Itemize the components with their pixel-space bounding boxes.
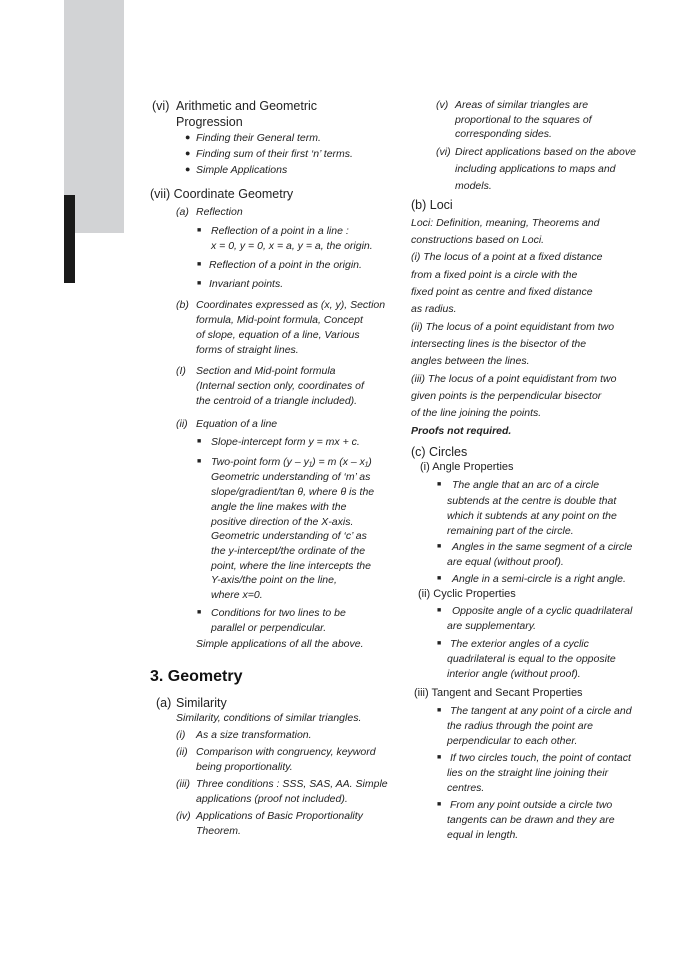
- list-item: If two circles touch, the point of contact: [450, 752, 631, 764]
- paragraph-line: formula, Mid-point formula, Concept: [196, 314, 363, 326]
- item-num: (I): [176, 365, 186, 377]
- list-item: Reflection of a point in the origin.: [209, 259, 362, 271]
- section-heading: Progression: [176, 115, 243, 129]
- section-heading: Arithmetic and Geometric: [176, 99, 318, 113]
- bullet-icon: ■: [437, 801, 442, 808]
- bullet-icon: ■: [437, 481, 442, 488]
- list-item: lies on the straight line joining their: [447, 767, 609, 779]
- list-item: applications (proof not included).: [196, 793, 348, 805]
- item-num: (ii): [176, 418, 188, 430]
- paragraph-line: Similarity, conditions of similar triangles.: [176, 712, 362, 724]
- list-item: Slope-intercept form y = mx + c.: [211, 436, 360, 448]
- list-item: Reflection of a point in a line :: [211, 225, 349, 237]
- paragraph-line: Loci: Definition, meaning, Theorems and: [411, 217, 600, 229]
- paragraph-line: fixed point as centre and fixed distance: [411, 286, 593, 298]
- list-item: interior angle (without proof).: [447, 668, 581, 680]
- chapter-heading: 3. Geometry: [150, 668, 243, 685]
- bullet-icon: ●: [185, 164, 191, 174]
- list-item: Finding their General term.: [196, 132, 321, 144]
- section-heading: (b) Loci: [411, 198, 453, 212]
- paragraph-line: intersecting lines is the bisector of the: [411, 338, 587, 350]
- list-item: Simple Applications: [196, 164, 288, 176]
- bullet-icon: ■: [437, 707, 442, 714]
- list-item: Conditions for two lines to be: [211, 607, 346, 619]
- paragraph-line: (i) The locus of a point at a fixed distance: [411, 251, 603, 263]
- item-label: Equation of a line: [196, 418, 278, 430]
- item-num: (ii): [176, 746, 188, 758]
- list-item: Three conditions : SSS, SAS, AA. Simple: [196, 778, 388, 790]
- list-item: models.: [455, 180, 492, 192]
- bullet-icon: ■: [437, 607, 442, 614]
- bullet-icon: ■: [437, 575, 442, 582]
- list-item: Angles in the same segment of a circle: [452, 541, 633, 553]
- section-heading: Similarity: [176, 696, 227, 710]
- paragraph-line: (ii) The locus of a point equidistant from two: [411, 321, 615, 333]
- bullet-icon: ■: [437, 754, 442, 761]
- list-item: being proportionality.: [196, 761, 293, 773]
- list-item: Finding sum of their first ‘n’ terms.: [196, 148, 353, 160]
- list-item: angle the line makes with the: [211, 501, 347, 513]
- list-item: where x=0.: [211, 589, 263, 601]
- item-num: (vi): [152, 99, 170, 113]
- bullet-icon: ■: [437, 640, 442, 647]
- subsection-heading: (i) Angle Properties: [420, 461, 514, 473]
- subsection-heading: (iii) Tangent and Secant Properties: [414, 687, 583, 699]
- list-item: Two-point form (y – y₁) = m (x – x₁): [211, 456, 372, 468]
- list-item: the y-intercept/the ordinate of the: [211, 545, 366, 557]
- item-num: (iv): [176, 810, 191, 822]
- paragraph-line: (Internal section only, coordinates of: [196, 380, 364, 392]
- list-item: the radius through the point are: [447, 720, 593, 732]
- list-item: Comparison with congruency, keyword: [196, 746, 376, 758]
- paragraph-line: Coordinates expressed as (x, y), Section: [196, 299, 386, 311]
- list-item: quadrilateral is equal to the opposite: [447, 653, 616, 665]
- list-item: Applications of Basic Proportionality: [196, 810, 363, 822]
- bullet-icon: ■: [197, 261, 202, 268]
- section-heading: (vii) Coordinate Geometry: [150, 187, 294, 201]
- item-num: (iii): [176, 778, 190, 790]
- page-marker-tab: [64, 195, 75, 283]
- list-item: Areas of similar triangles are: [455, 99, 589, 111]
- item-num: (a): [156, 696, 172, 710]
- item-num: (vi): [436, 146, 451, 158]
- list-item: Theorem.: [196, 825, 241, 837]
- list-item: Invariant points.: [209, 278, 284, 290]
- item-num: (i): [176, 729, 186, 741]
- list-item: which it subtends at any point on the: [447, 510, 617, 522]
- list-item: positive direction of the X-axis.: [211, 516, 354, 528]
- item-num: (a): [176, 206, 189, 218]
- list-item: Opposite angle of a cyclic quadrilateral: [452, 605, 633, 617]
- list-item: The exterior angles of a cyclic: [450, 638, 589, 650]
- paragraph-line: of slope, equation of a line, Various: [196, 329, 360, 341]
- item-num: (v): [436, 99, 449, 111]
- list-item: including applications to maps and: [455, 163, 616, 175]
- item-label: Reflection: [196, 206, 243, 218]
- paragraph-line: constructions based on Loci.: [411, 234, 545, 246]
- paragraph-line: (iii) The locus of a point equidistant from two: [411, 373, 617, 385]
- subsection-heading: (ii) Cyclic Properties: [418, 588, 516, 600]
- list-item: equal in length.: [447, 829, 519, 841]
- list-item: Angle in a semi-circle is a right angle.: [452, 573, 626, 585]
- bullet-icon: ■: [197, 458, 202, 465]
- paragraph-line: Section and Mid-point formula: [196, 365, 336, 377]
- list-item: The tangent at any point of a circle and: [450, 705, 632, 717]
- list-item: From any point outside a circle two: [450, 799, 613, 811]
- list-item: centres.: [447, 782, 485, 794]
- bullet-icon: ■: [197, 609, 202, 616]
- bullet-icon: ■: [437, 543, 442, 550]
- list-item: Y-axis/the point on the line,: [211, 574, 337, 586]
- list-item: tangents can be drawn and they are: [447, 814, 615, 826]
- list-item: subtends at the centre is double that: [447, 495, 617, 507]
- paragraph-line: the centroid of a triangle included).: [196, 395, 358, 407]
- list-item: Direct applications based on the above: [455, 146, 636, 158]
- list-item: proportional to the squares of: [455, 114, 592, 126]
- bullet-icon: ■: [197, 438, 202, 445]
- paragraph-line: Simple applications of all the above.: [196, 638, 364, 650]
- list-item: slope/gradient/tan θ, where θ is the: [211, 486, 375, 498]
- list-item: x = 0, y = 0, x = a, y = a, the origin.: [211, 240, 373, 252]
- paragraph-line: forms of straight lines.: [196, 344, 299, 356]
- section-heading: (c) Circles: [411, 445, 468, 459]
- list-item: As a size transformation.: [196, 729, 312, 741]
- list-item: Geometric understanding of ‘m’ as: [211, 471, 371, 483]
- bullet-icon: ●: [185, 132, 191, 142]
- paragraph-line: as radius.: [411, 303, 457, 315]
- paragraph-line: of the line joining the points.: [411, 407, 542, 419]
- paragraph-line: from a fixed point is a circle with the: [411, 269, 578, 281]
- bullet-icon: ■: [197, 280, 202, 287]
- list-item: are equal (without proof).: [447, 556, 564, 568]
- list-item: parallel or perpendicular.: [211, 622, 327, 634]
- bullet-icon: ●: [185, 148, 191, 158]
- list-item: The angle that an arc of a circle: [452, 479, 600, 491]
- paragraph-line: angles between the lines.: [411, 355, 530, 367]
- list-item: corresponding sides.: [455, 128, 552, 140]
- paragraph-line: given points is the perpendicular bisector: [411, 390, 602, 402]
- item-num: (b): [176, 299, 189, 311]
- list-item: are supplementary.: [447, 620, 537, 632]
- list-item: perpendicular to each other.: [447, 735, 578, 747]
- list-item: point, where the line intercepts the: [211, 560, 371, 572]
- bullet-icon: ■: [197, 227, 202, 234]
- list-item: Geometric understanding of ‘c’ as: [211, 530, 367, 542]
- list-item: remaining part of the circle.: [447, 525, 574, 537]
- note-bold: Proofs not required.: [411, 425, 512, 437]
